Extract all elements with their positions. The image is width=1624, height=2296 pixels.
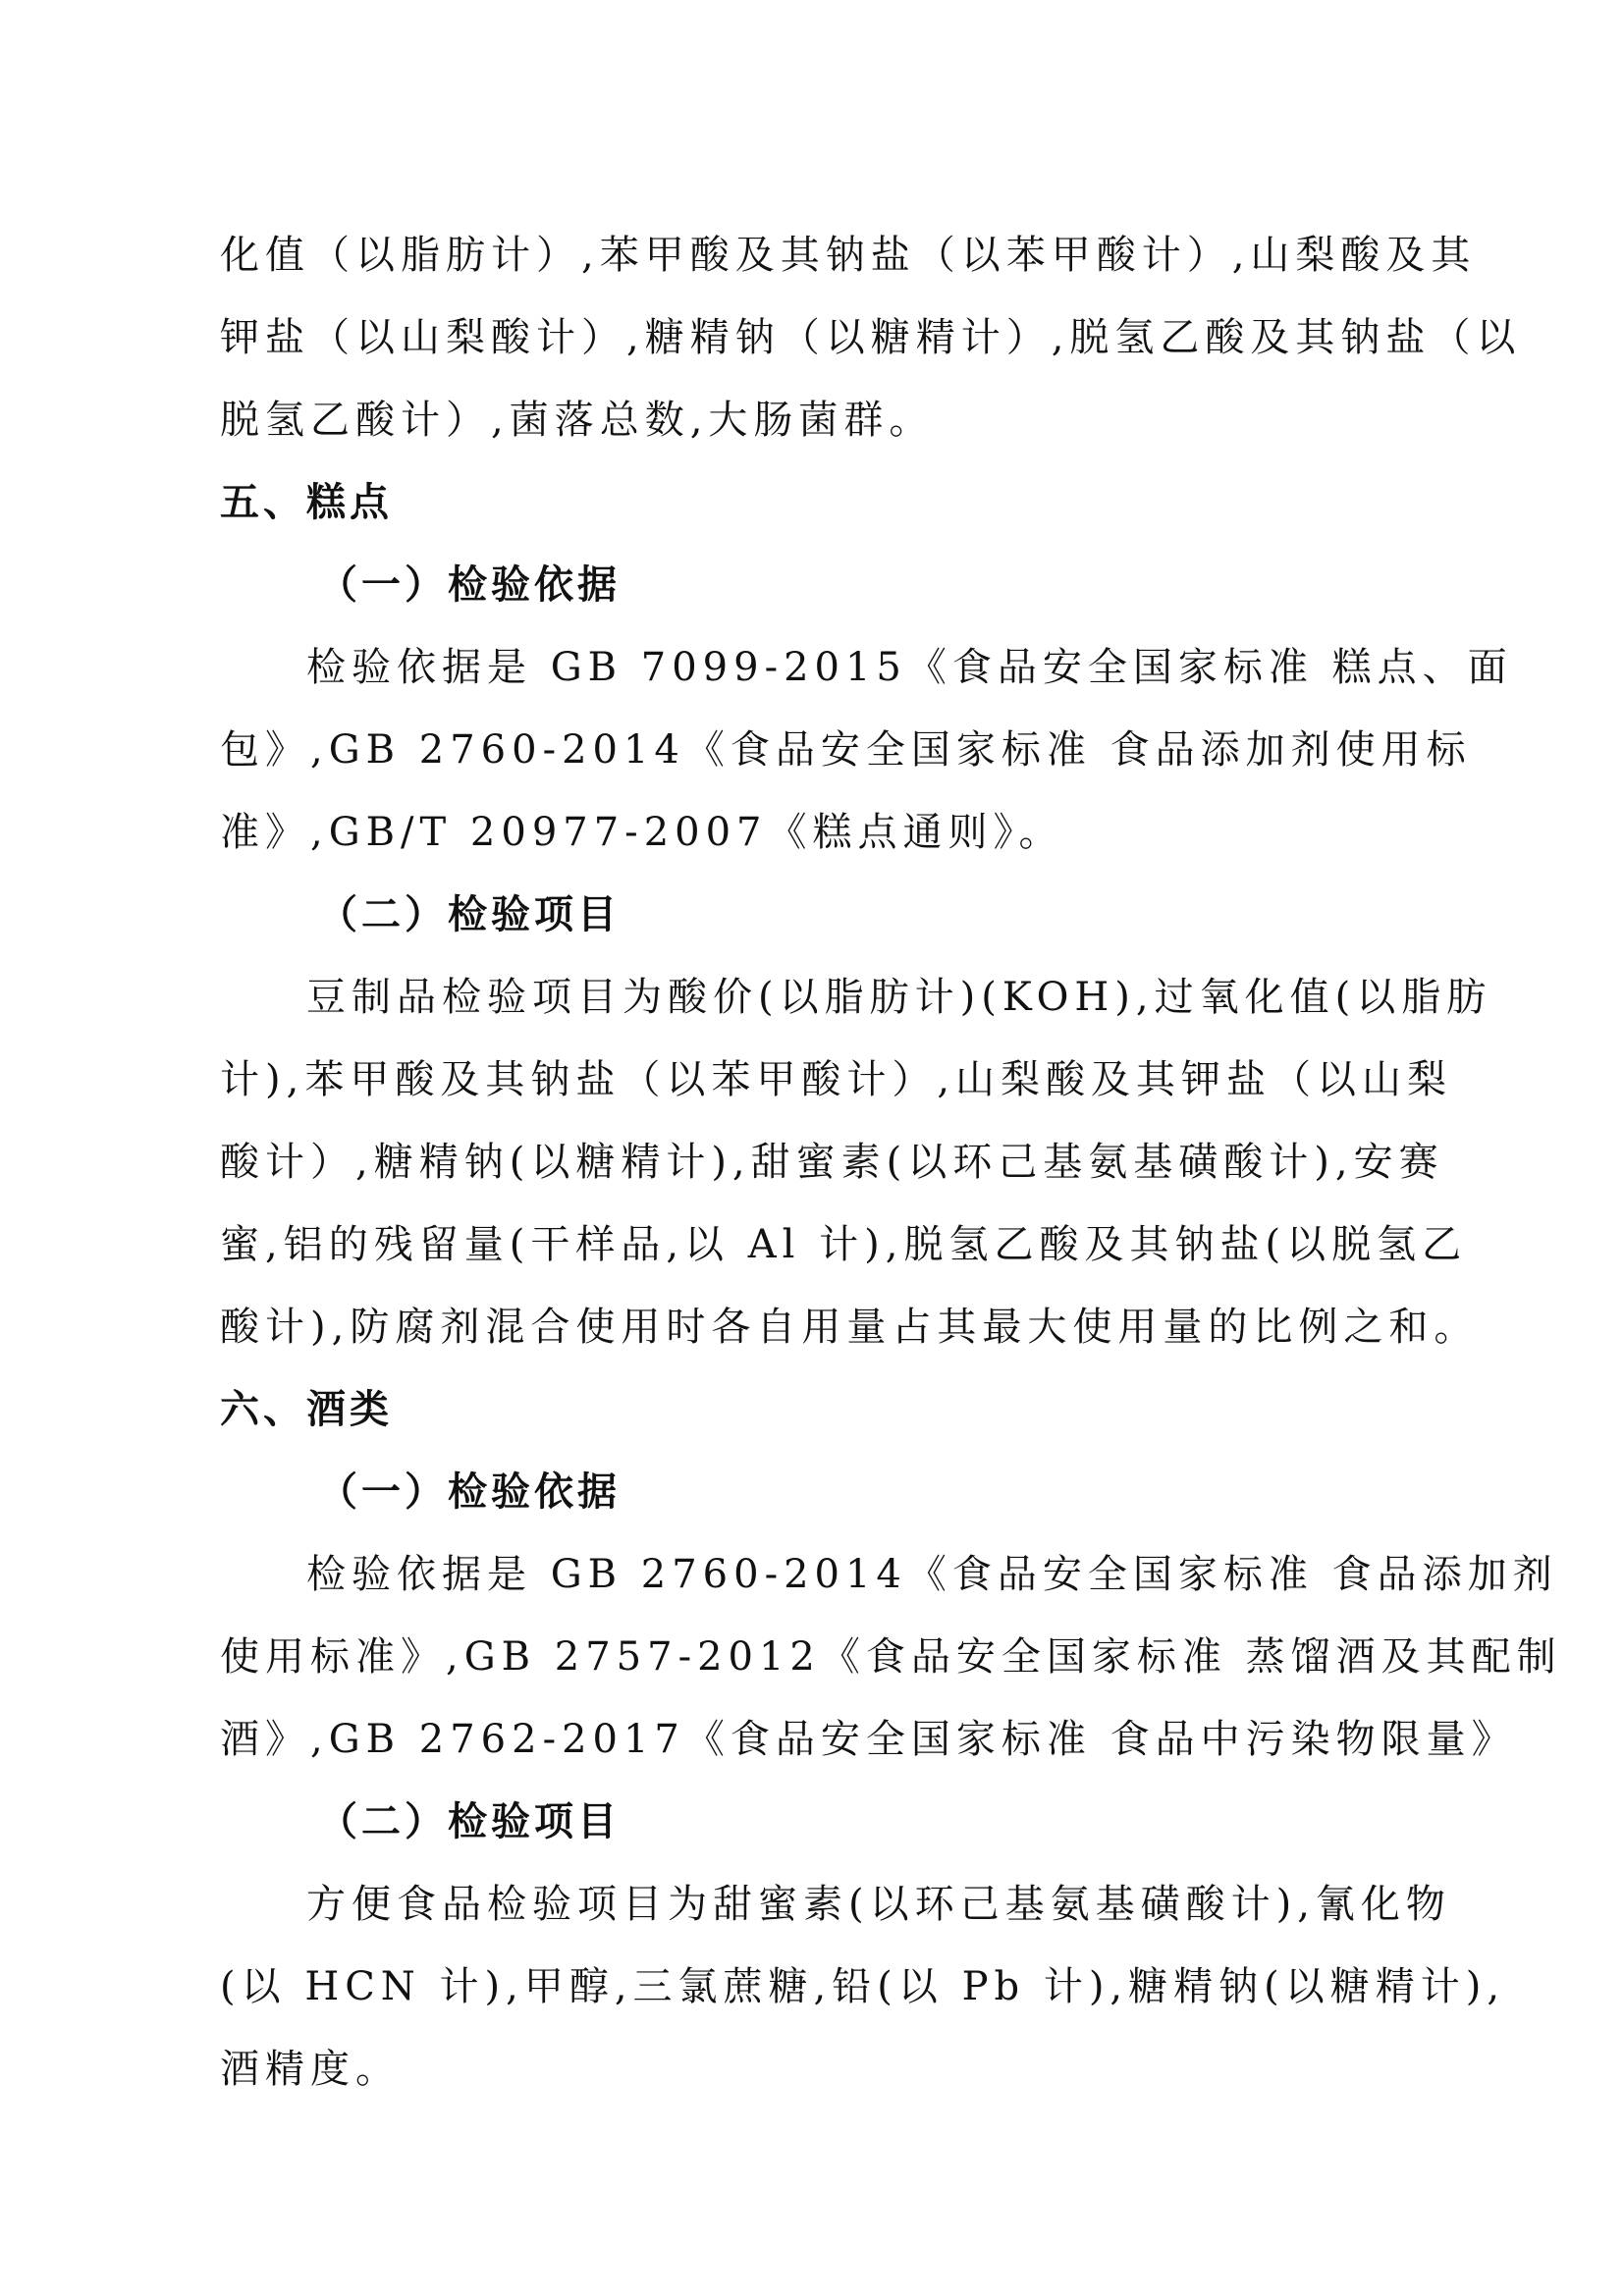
paragraph-line: 豆制品检验项目为酸价(以脂肪计)(KOH),过氧化值(以脂肪	[306, 975, 1492, 1020]
section-heading-6: 六、酒类	[220, 1387, 393, 1432]
paragraph-line: 化值（以脂肪计）,苯甲酸及其钠盐（以苯甲酸计）,山梨酸及其	[220, 233, 1477, 278]
paragraph-line: 计),苯甲酸及其钠盐（以苯甲酸计）,山梨酸及其钾盐（以山梨	[220, 1057, 1453, 1102]
paragraph-line: 酸计),防腐剂混合使用时各自用量占其最大使用量的比例之和。	[220, 1305, 1480, 1350]
paragraph-line: 检验依据是 GB 2760-2014《食品安全国家标准 食品添加剂	[306, 1552, 1558, 1597]
subsection-heading: （一）检验依据	[318, 1469, 621, 1515]
paragraph-line: 酒》,GB 2762-2017《食品安全国家标准 食品中污染物限量》	[220, 1717, 1517, 1762]
subsection-heading: （一）检验依据	[318, 562, 621, 608]
paragraph-line: 酒精度。	[220, 2047, 401, 2092]
paragraph-line: 使用标准》,GB 2757-2012《食品安全国家标准 蒸馏酒及其配制	[220, 1634, 1562, 1680]
paragraph-line: 酸计）,糖精钠(以糖精计),甜蜜素(以环己基氨基磺酸计),安赛	[220, 1140, 1444, 1185]
paragraph-line: 检验依据是 GB 7099-2015《食品安全国家标准 糕点、面	[306, 645, 1513, 690]
subsection-heading: （二）检验项目	[318, 1799, 621, 1844]
paragraph-line: 包》,GB 2760-2014《食品安全国家标准 食品添加剂使用标	[220, 727, 1472, 773]
paragraph-line: 准》,GB/T 20977-2007《糕点通则》。	[220, 810, 1064, 855]
paragraph-line: 方便食品检验项目为甜蜜素(以环己基氨基磺酸计),氰化物	[306, 1882, 1451, 1927]
paragraph-line: (以 HCN 计),甲醇,三氯蔗糖,铅(以 Pb 计),糖精钠(以糖精计),	[220, 1964, 1506, 2009]
subsection-heading: （二）检验项目	[318, 892, 621, 937]
paragraph-line: 蜜,铝的残留量(干样品,以 Al 计),脱氢乙酸及其钠盐(以脱氢乙	[220, 1222, 1468, 1267]
paragraph-line: 钾盐（以山梨酸计）,糖精钠（以糖精计）,脱氢乙酸及其钠盐（以	[220, 315, 1522, 360]
paragraph-line: 脱氢乙酸计）,菌落总数,大肠菌群。	[220, 398, 935, 443]
section-heading-5: 五、糕点	[220, 480, 393, 525]
